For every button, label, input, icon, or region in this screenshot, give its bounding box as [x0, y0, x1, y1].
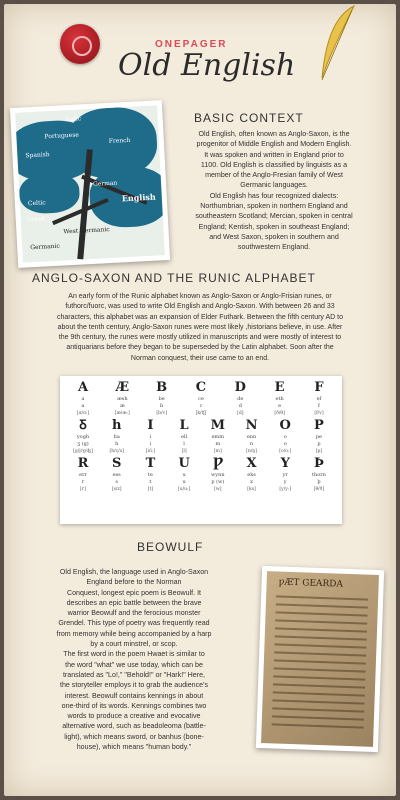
alphabet-cell: a [81, 403, 85, 409]
alphabet-cell: thorn [311, 472, 326, 478]
alphabet-cell: C [195, 380, 207, 395]
language-tree-photo [10, 100, 170, 268]
text-line: southeastern Scotland; Mercian, spoken in central [195, 212, 353, 221]
alphabet-cell: æsh [117, 396, 128, 402]
map-label: Germanic [30, 242, 61, 252]
quill-icon [318, 4, 358, 84]
alphabet-cell: ef [316, 396, 322, 402]
alphabet-cell: enn [246, 434, 257, 440]
text-line: An early form of the Runic alphabet known as Anglo-Saxon or Anglo-Frisian runes, or [68, 293, 332, 300]
alphabet-cell: eth [275, 396, 284, 402]
map-label: French [108, 136, 131, 145]
alphabet-row-names [68, 434, 334, 441]
text-line: from memory while being accompanied by a harp [56, 629, 212, 638]
text-line: and West Saxon, spoken in southern and [209, 232, 339, 241]
alphabet-cell: [m] [213, 449, 222, 454]
map-label: German [92, 179, 118, 188]
alphabet-cell: [i/iː] [145, 449, 156, 454]
alphabet-cell: err [79, 472, 87, 478]
alphabet-cell: Þ [314, 456, 324, 471]
alphabet-cell: y [283, 479, 287, 485]
alphabet-cell: d [238, 403, 242, 409]
basic-context-text [165, 129, 383, 253]
alphabet-cell: a [81, 396, 85, 402]
map-label: Spanish [25, 151, 50, 160]
text-line: member of the Anglo-Fresian family of West [205, 171, 343, 180]
alphabet-cell: S [112, 456, 122, 471]
beowulf-manuscript-photo [256, 566, 384, 752]
alphabet-row-glyphs [68, 380, 334, 396]
alphabet-cell: l [183, 441, 185, 447]
alphabet-cell: [u/uː] [177, 487, 191, 492]
basic-context-heading: BASIC CONTEXT [194, 111, 304, 125]
alphabet-cell: [ks] [247, 487, 256, 492]
alphabet-cell: i [149, 434, 152, 440]
text-line: It was spoken and written in England prior to [204, 150, 344, 159]
alphabet-cell: p [317, 441, 321, 447]
alphabet-cell: U [178, 456, 190, 471]
text-line: Conquest, longest epic poem is Beowulf. It [66, 588, 202, 597]
runic-alphabet-image [60, 376, 342, 524]
text-line: Grendel. This type of poetry was frequently read [58, 619, 210, 628]
alphabet-cell: [s/z] [111, 487, 122, 492]
alphabet-cell: [w] [214, 487, 222, 492]
alphabet-cell: c [199, 403, 203, 409]
alphabet-row-glyphs [68, 418, 334, 434]
text-line: house), which means "human body." [76, 743, 192, 752]
alphabet-cell: [æ/æː] [114, 411, 130, 416]
alphabet-cell: [d] [237, 411, 244, 416]
alphabet-cell: þ [317, 479, 321, 485]
text-line: light), which means sword, or banhus (bone- [64, 732, 204, 741]
alphabet-cell: Æ [115, 380, 130, 395]
alphabet-cell: [g/j/ɣ/ʤ] [73, 449, 93, 454]
alphabet-cell: yr [282, 472, 288, 478]
alphabet-cell: [l] [181, 449, 187, 454]
text-line: the storyteller employs it to grab the audience's [59, 681, 209, 690]
alphabet-cell: be [158, 396, 165, 402]
text-line: the 9th century, the runes were mostly utilized in manuscripts and were mostly of interest to [58, 334, 342, 342]
text-line: England before to the Norman [86, 578, 182, 587]
alphabet-cell: æ [119, 403, 125, 409]
alphabet-cell: ha [113, 434, 120, 440]
text-line: translated as "Lo!," "Behold!" or "Hark!" Here, [62, 670, 206, 679]
wax-seal-icon [60, 24, 100, 64]
text-line: warrior Beowulf and the ferocious monster [67, 609, 201, 618]
runic-heading: ANGLO-SAXON AND THE RUNIC ALPHABET [32, 271, 316, 285]
alphabet-cell: Ᵹ [79, 418, 87, 433]
alphabet-cell: emm [211, 434, 225, 440]
alphabet-cell: M [210, 418, 225, 433]
alphabet-cell: h [111, 418, 122, 433]
alphabet-cell: L [179, 418, 189, 433]
alphabet-cell: [o/oː] [279, 449, 292, 454]
alphabet-cell: m [215, 441, 221, 447]
alphabet-cell: ess [112, 472, 121, 478]
alphabet-cell: de [237, 396, 244, 402]
alphabet-cell: F [314, 380, 324, 395]
alphabet-cell: Y [280, 456, 290, 471]
map-label: Greek [26, 215, 46, 224]
alphabet-cell: s [115, 479, 118, 485]
alphabet-cell: [y/yː] [279, 487, 292, 492]
alphabet-row-names [68, 396, 334, 403]
alphabet-cell: O [279, 418, 291, 433]
alphabet-row-ipa [68, 486, 334, 494]
text-line: interest. Beowulf contains kennings in about [64, 691, 204, 700]
text-line: 1100. Old English is classified by linguists as a [200, 160, 348, 169]
text-line: The first word in the poem Hwaet is similar to [63, 650, 205, 659]
alphabet-cell: N [245, 418, 258, 433]
map-label: Celtic [27, 199, 46, 208]
alphabet-cell: [θ/ð] [313, 487, 325, 492]
alphabet-row-names [68, 472, 334, 479]
alphabet-cell: o [283, 441, 287, 447]
text-line: Germanic languages. [240, 181, 308, 190]
alphabet-cell: ce [198, 396, 204, 402]
alphabet-cell: t [149, 479, 152, 485]
alphabet-cell: eks [247, 472, 256, 478]
alphabet-cell: [b/v] [156, 411, 167, 416]
alphabet-cell: R [77, 456, 89, 471]
text-line: Old English has four recognized dialects: [209, 191, 339, 200]
text-line: characters, this alphabet was an expansion of Elder Futhark. Between the fifth century AD to [57, 313, 343, 321]
alphabet-cell: ʒ (g) [77, 441, 89, 447]
text-line: the word "what" we use today, which can be [65, 660, 203, 669]
alphabet-cell: [p] [315, 449, 323, 454]
alphabet-cell: D [234, 380, 246, 395]
map-label: Portuguese [44, 131, 80, 141]
text-line: Northumbrian, spoken in northern England and [200, 202, 348, 211]
beowulf-heading: BEOWULF [137, 540, 204, 554]
text-line: southwestern England. [237, 243, 311, 252]
page-title: Old English [118, 48, 296, 83]
language-tree-map [15, 105, 165, 262]
alphabet-cell: b [160, 403, 164, 409]
alphabet-cell: [ð/θ] [274, 411, 285, 416]
alphabet-cell: E [274, 380, 285, 395]
alphabet-cell: u [182, 472, 186, 478]
alphabet-cell: wynn [211, 472, 225, 478]
alphabet-cell: [ɑ/ɑː] [76, 411, 90, 416]
manuscript-heading: ƿÆT GEARDA [278, 577, 344, 590]
alphabet-row-glyphs [68, 456, 334, 472]
text-line: progenitor of Middle English and Modern English. [196, 140, 352, 149]
alphabet-cell: ell [181, 434, 188, 440]
alphabet-cell: [n/ŋ] [246, 449, 257, 454]
text-line: England; Kentish, spoken in southeast England; [198, 222, 350, 231]
alphabet-cell: o [283, 434, 287, 440]
runic-text [16, 292, 384, 364]
alphabet-cell: [t] [147, 487, 154, 492]
alphabet-row-ipa [68, 410, 334, 418]
text-line: describes an epic battle between the brave [66, 598, 202, 607]
alphabet-cell: f [318, 403, 320, 409]
alphabet-cell: [k/tʃ] [195, 411, 207, 416]
alphabet-row-sounds [68, 479, 334, 486]
text-line: Old English, often known as Anglo-Saxon, is the [198, 130, 350, 138]
alphabet-cell: i [149, 441, 152, 447]
alphabet-cell: [h/ç/x] [109, 449, 124, 454]
beowulf-text [16, 567, 252, 752]
alphabet-cell: pe [315, 434, 322, 440]
text-line: futhorc/fuorc, was used to write Old English and Anglo-Saxon. With between 26 and 33 [65, 303, 335, 311]
text-line: antiquarians before they began to be superseded by the Latin alphabet. Soon after the [66, 344, 334, 352]
text-line: about the tenth century, Anglo-Saxon runes were most likely ,historians believe, in use. After [57, 323, 343, 331]
text-line: Norman conquest, their use came to an end. [130, 354, 270, 362]
alphabet-cell: I [147, 418, 154, 433]
onepager-label: ONEPAGER [155, 39, 228, 50]
alphabet-cell: e [278, 403, 282, 409]
alphabet-row-sounds [68, 403, 334, 410]
alphabet-cell: n [249, 441, 254, 447]
alphabet-cell: yogh [76, 434, 90, 440]
text-line: one-third of its words. Kennings combines two [61, 701, 207, 710]
manuscript-page [261, 571, 379, 747]
alphabet-cell: [f/v] [314, 411, 324, 416]
text-line: words to produce a creative and evocative [67, 712, 201, 721]
alphabet-cell: h [115, 441, 119, 447]
alphabet-cell: u [182, 479, 186, 485]
alphabet-cell: B [156, 380, 168, 395]
alphabet-cell: [r] [80, 487, 86, 492]
text-line: by a court minstrel, or scop. [90, 640, 178, 649]
alphabet-cell: A [77, 380, 89, 395]
alphabet-cell: r [81, 479, 85, 485]
alphabet-cell: P [314, 418, 324, 433]
alphabet-cell: ƿ (w) [211, 479, 225, 485]
text-line: alternative word, such as beadoleoma (battle- [62, 722, 206, 731]
alphabet-cell: Ƿ [212, 456, 223, 471]
map-label: English [121, 191, 156, 204]
alphabet-row-ipa [68, 448, 334, 456]
map-label: Italic [65, 115, 82, 124]
text-line: Old English, the language used in Anglo-Saxon [59, 568, 209, 576]
alphabet-cell: x [250, 479, 253, 485]
map-label: West Germanic [63, 226, 110, 236]
alphabet-cell: T [145, 456, 156, 471]
alphabet-row-sounds [68, 441, 334, 448]
alphabet-cell: X [246, 456, 257, 471]
alphabet-cell: te [147, 472, 153, 478]
